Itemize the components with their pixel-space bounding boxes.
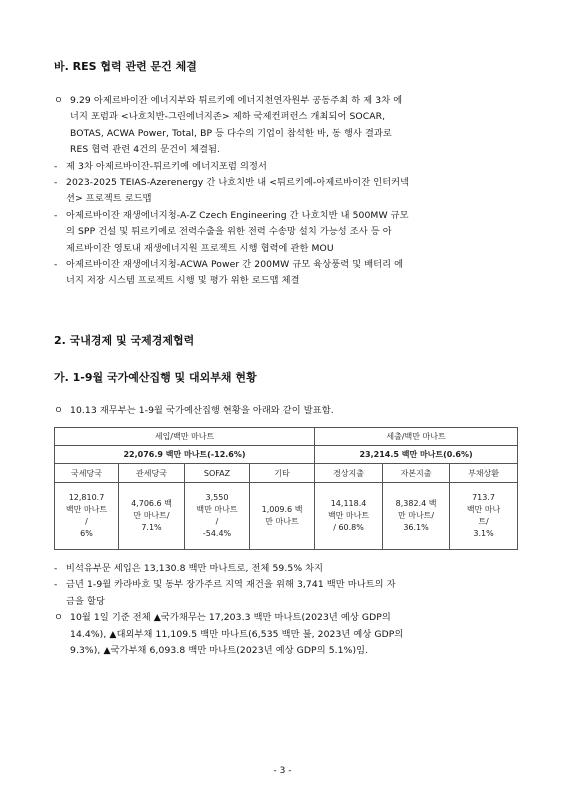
circle-bullet: ㅇ xyxy=(54,612,63,624)
list-item xyxy=(54,208,516,257)
section-ga-intro xyxy=(54,403,516,419)
circle-bullet: ㅇ xyxy=(54,405,63,416)
circle-bullet: ㅇ xyxy=(54,95,63,106)
text-line: 의 SPP 건설 및 튀르키예로 전력수출을 위한 전력 수송망 설치 가능성 조사 등 아 xyxy=(66,226,392,238)
section-ba-title: 바. RES 협력 관련 문건 체결 xyxy=(54,60,197,73)
text-line: 아제르바이잔 재생에너지청-A-Z Czech Engineering 간 나흐치반 내 500MW 규모 xyxy=(66,209,409,221)
text-line: 10.13 재무부는 1-9월 국가예산집행 현황을 아래와 같이 발표함. xyxy=(70,405,334,416)
after-table-block xyxy=(54,561,516,659)
list-item xyxy=(54,561,516,577)
revenue-total: 22,076.9 백만 마나트(-12.6%) xyxy=(55,446,315,464)
paragraph-block xyxy=(54,93,516,159)
section-ba-paragraph xyxy=(54,93,516,290)
text-line: 10월 1일 기준 전체 ▲국가채무는 17,203.3 백만 마나트(2023년 예상 GDP의 xyxy=(70,612,391,624)
list-item xyxy=(54,175,516,208)
table-cell: 4,706.6 백 만 마나트/ 7.1% xyxy=(119,483,185,550)
section-ga-title: 가. 1-9월 국가예산집행 및 대외부채 현황 xyxy=(54,371,257,384)
text-line: 비석유부문 세입은 13,130.8 백만 마나트로, 전체 59.5% 차지 xyxy=(66,563,324,574)
dash-bullet: - xyxy=(54,259,58,271)
dash-bullet: - xyxy=(54,160,58,172)
column-header: 부채상환 xyxy=(450,464,518,483)
text-line: 너지 저장 시스템 프로젝트 시행 및 평가 위한 로드맵 체결 xyxy=(66,275,300,287)
column-header: 경상지출 xyxy=(315,464,383,483)
dash-bullet: - xyxy=(54,563,58,574)
table-cell: 713.7 백만 마나 트/ 3.1% xyxy=(450,483,518,550)
dash-bullet: - xyxy=(54,177,58,189)
column-header: SOFAZ xyxy=(185,464,250,483)
dash-bullet: - xyxy=(54,579,58,591)
list-item xyxy=(54,257,516,290)
paragraph-text xyxy=(70,93,516,159)
text-line: 션> 프로젝트 로드맵 xyxy=(66,193,152,205)
section-2-title: 2. 국내경제 및 국제경제협력 xyxy=(54,334,195,347)
column-header: 기타 xyxy=(250,464,315,483)
table-cell: 12,810.7 백만 마나트 / 6% xyxy=(55,483,119,550)
text-line: 2023-2025 TEIAS-Azerenergy 간 나흐치반 내 <튀르키예-아제르바이잔 인터커넥 xyxy=(66,177,410,189)
expense-total: 23,214.5 백만 마나트(0.6%) xyxy=(315,446,518,464)
text-line: 제 3차 아제르바이잔-튀르키예 에너지포럼 의정서 xyxy=(66,160,267,172)
table-cell: 1,009.6 백 만 마나트 xyxy=(250,483,315,550)
text-line: 너지 포럼과 <나흐치반-그린에너지존> 제하 국제컨퍼런스 개최되어 SOCAR, xyxy=(70,111,386,123)
text-line: 9.29 아제르바이잔 에너지부와 튀르키예 에너지천연자원부 공동주최 하 제 3차 에 xyxy=(70,95,403,106)
list-item xyxy=(54,577,516,610)
paragraph-block xyxy=(54,610,516,659)
column-header: 국세당국 xyxy=(55,464,119,483)
revenue-header: 세입/백만 마나트 xyxy=(55,428,315,446)
text-line: 제르바이잔 영토내 재생에너지원 프로젝트 시행 협력에 관한 MOU xyxy=(66,242,334,254)
table-cell: 8,382.4 백 만 마나트/ 36.1% xyxy=(383,483,450,550)
text-line: RES 협력 관련 4건의 문건이 체결됨. xyxy=(70,144,221,156)
dash-bullet: - xyxy=(54,209,58,221)
column-header: 관세당국 xyxy=(119,464,185,483)
text-line: 아제르바이잔 재생에너지청-ACWA Power 간 200MW 규모 육상풍력 및 배터리 에 xyxy=(66,259,404,271)
text-line: 금을 할당 xyxy=(66,595,105,607)
list-item xyxy=(54,159,516,175)
text-line: 금년 1-9월 카라바흐 및 동부 장가주르 지역 재건을 위해 3,741 백만 마나트의 자 xyxy=(66,579,396,591)
expense-header: 세출/백만 마나트 xyxy=(315,428,518,446)
column-header: 자본지출 xyxy=(383,464,450,483)
table-cell: 14,118.4 백만 마나트 / 60.8% xyxy=(315,483,383,550)
text-line: BOTAS, ACWA Power, Total, BP 등 다수의 기업이 참석한 바, 동 행사 결과로 xyxy=(70,127,392,139)
table-cell: 3,550 백만 마나트 / -54.4% xyxy=(185,483,250,550)
text-line: 14.4%), ▲대외부채 11,109.5 백만 마나트(6,535 백만 불, 2023년 예상 GDP의 xyxy=(70,628,404,640)
text-line: 9.3%), ▲국가부채 6,093.8 백만 마나트(2023년 예상 GDP의 5.1%)임. xyxy=(70,645,369,657)
page-number: - 3 - xyxy=(273,766,292,776)
budget-table xyxy=(54,427,518,550)
